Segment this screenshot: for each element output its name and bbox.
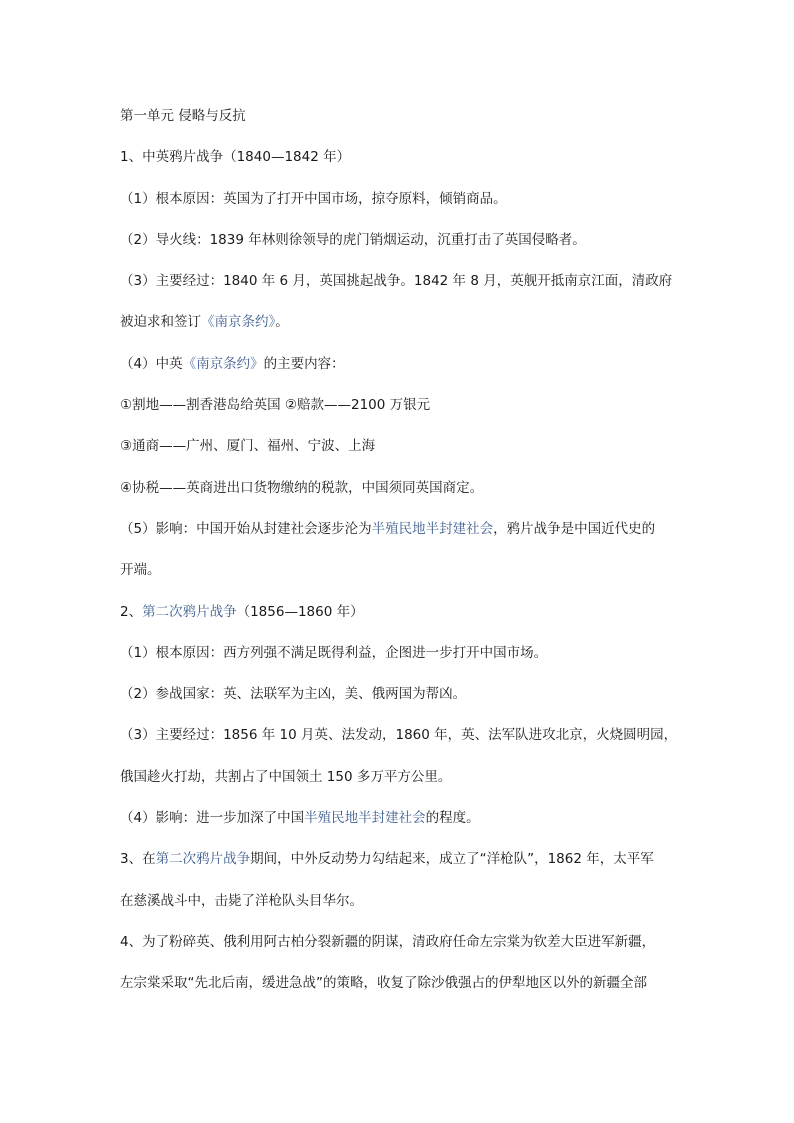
- section-4-para-a: [120, 932, 690, 952]
- section-2-para-1: [120, 643, 690, 663]
- section-2-para-4: [120, 808, 690, 828]
- section-3-para-b-text: 在慈溪战斗中，击毙了洋枪队头目华尔。: [120, 892, 363, 909]
- section-2-heading-pre: 2、: [120, 603, 143, 620]
- section-1-para-1-text: （1）根本原因：英国为了打开中国市场，掠夺原料，倾销商品。: [120, 190, 507, 207]
- section-1-para-2-text: （2）导火线：1839 年林则徐领导的虎门销烟运动，沉重打击了英国侵略者。: [120, 231, 586, 248]
- section-1-heading: [120, 147, 690, 167]
- section-1-para-5b: [120, 560, 690, 580]
- section-1-para-3a: [120, 271, 690, 291]
- section-2-para-3b-text: 俄国趁火打劫，共割占了中国领土 150 多万平方公里。: [120, 768, 452, 785]
- section-3-para: [120, 849, 690, 869]
- section-1-para-3b-post: 。: [275, 314, 289, 331]
- section-2-para-2-text: （2）参战国家：英、法联军为主凶，美、俄两国为帮凶。: [120, 686, 467, 703]
- section-2-para-3a-text: （3）主要经过：1856 年 10 月英、法发动，1860 年，英、法军队进攻北京，火烧圆明园，: [120, 727, 678, 744]
- section-1-para-3a-text: （3）主要经过：1840 年 6 月，英国挑起战争。1842 年 8 月，英舰开抵南京江面，清政府: [120, 273, 673, 290]
- unit-title-text: 第一单元 侵略与反抗: [120, 108, 246, 124]
- section-1-para-5b-text: 开端。: [120, 562, 161, 579]
- section-1-para-3b-pre: 被迫求和签订: [120, 314, 201, 331]
- semi-colonial-link-2[interactable]: 半殖民地半封建社会: [304, 810, 426, 827]
- section-1-para-1: [120, 189, 690, 209]
- section-1-para-5: [120, 519, 690, 539]
- section-1-item-2-text: ③通商——广州、厦门、福州、宁波、上海: [120, 438, 376, 455]
- section-4-para-b-text: 左宗棠采取“先北后南，缓进急战”的策略，收复了除沙俄强占的伊犁地区以外的新疆全部: [120, 975, 647, 992]
- section-1-heading-text: 1、中英鸦片战争（1840—1842 年）: [120, 149, 351, 166]
- section-3-para-b: [120, 891, 690, 911]
- section-3-pre: 3、在: [120, 851, 156, 868]
- section-2-para-3b: [120, 767, 690, 787]
- section-4-para-a-text: 4、为了粉碎英、俄利用阿古柏分裂新疆的阴谋，清政府任命左宗棠为钦差大臣进军新疆，: [120, 933, 656, 950]
- section-2-para-4-post: 的程度。: [425, 810, 480, 827]
- section-1-item-1: [120, 395, 690, 415]
- section-2-para-4-pre: （4）影响：进一步加深了中国: [120, 810, 305, 827]
- section-2-heading: [120, 602, 690, 622]
- section-2-para-1-text: （1）根本原因：西方列强不满足既得利益，企图进一步打开中国市场。: [120, 644, 548, 661]
- section-3-post: 期间，中外反动势力勾结起来，成立了“洋枪队”，1862 年，太平军: [250, 851, 654, 868]
- section-1-para-5-pre: （5）影响：中国开始从封建社会逐步沦为: [120, 520, 372, 537]
- section-4-para-b: [120, 973, 690, 993]
- nanjing-treaty-link[interactable]: 《南京条约》: [201, 314, 276, 331]
- section-1-para-3b: [120, 312, 690, 332]
- nanjing-treaty-link-2[interactable]: 《南京条约》: [182, 355, 264, 372]
- semi-colonial-link[interactable]: 半殖民地半封建社会: [371, 520, 494, 537]
- unit-title: [120, 106, 690, 126]
- section-1-para-5-post: ，鸦片战争是中国近代史的: [493, 520, 656, 537]
- section-1-item-1-text: ①割地——割香港岛给英国 ②赔款——2100 万银元: [120, 397, 431, 414]
- section-1-para-4: [120, 354, 690, 374]
- section-1-para-4-pre: （4）中英: [120, 355, 183, 372]
- second-opium-war-link[interactable]: 第二次鸦片战争: [142, 603, 237, 620]
- section-1-item-3-text: ④协税——英商进出口货物缴纳的税款，中国须同英国商定。: [120, 479, 484, 496]
- section-1-item-3: [120, 478, 690, 498]
- section-1-para-4-post: 的主要内容：: [263, 355, 345, 372]
- second-opium-war-link-2[interactable]: 第二次鸦片战争: [155, 851, 251, 868]
- section-1-item-2: [120, 436, 690, 456]
- document-page: [120, 106, 690, 1015]
- section-2-para-2: [120, 684, 690, 704]
- section-2-heading-post: （1856—1860 年）: [236, 603, 364, 620]
- section-1-para-2: [120, 230, 690, 250]
- section-2-para-3a: [120, 725, 690, 745]
